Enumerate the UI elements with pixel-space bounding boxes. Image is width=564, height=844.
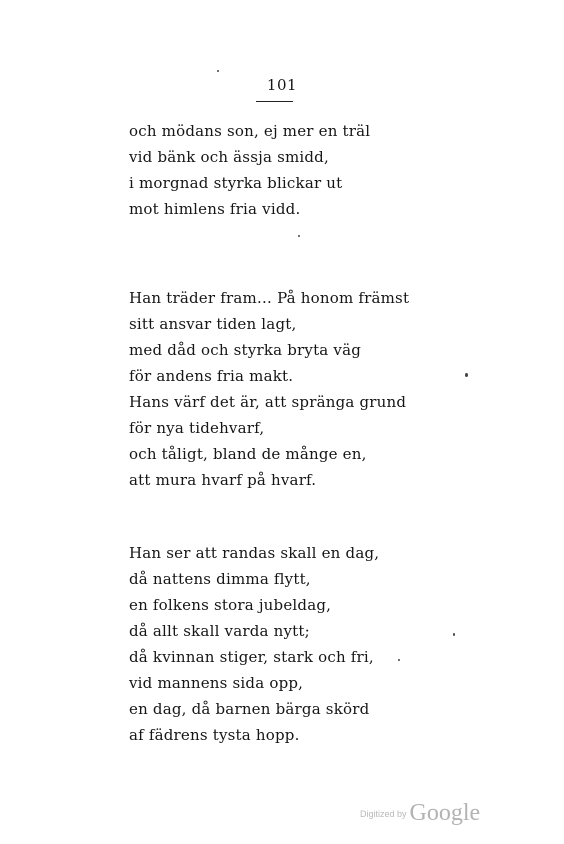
- poem-line: Hans värf det är, att spränga grund: [129, 393, 407, 411]
- page-number-rule: [256, 101, 293, 102]
- poem-line: vid bänk och ässja smidd,: [129, 148, 329, 166]
- poem-line: att mura hvarf på hvarf.: [129, 471, 317, 489]
- poem-line: med dåd och styrka bryta väg: [129, 341, 362, 359]
- poem-line: en folkens stora jubeldag,: [129, 596, 332, 614]
- poem-line: för nya tidehvarf,: [129, 419, 265, 437]
- print-speck: [298, 235, 300, 237]
- poem-line: Han träder fram… På honom främst: [129, 289, 410, 307]
- print-speck: [465, 373, 468, 377]
- watermark-prefix: Digitized by: [360, 809, 407, 819]
- poem-line: vid mannens sida opp,: [129, 674, 304, 692]
- poem-line: då kvinnan stiger, stark och fri,: [129, 648, 374, 666]
- poem-line: för andens fria makt.: [129, 367, 294, 385]
- print-speck: [217, 70, 219, 72]
- digitized-by-watermark: [360, 800, 480, 827]
- poem-line: sitt ansvar tiden lagt,: [129, 315, 297, 333]
- poem-line: och tåligt, bland de månge en,: [129, 445, 367, 463]
- google-logo: Google: [409, 800, 481, 826]
- poem-line: Han ser att randas skall en dag,: [129, 544, 380, 562]
- poem-line: af fädrens tysta hopp.: [129, 726, 300, 744]
- print-speck: [453, 633, 455, 636]
- stanza-3: [129, 540, 379, 748]
- print-speck: [398, 659, 400, 661]
- poem-line: då allt skall varda nytt;: [129, 622, 310, 640]
- poem-line: mot himlens fria vidd.: [129, 200, 301, 218]
- poem-line: och mödans son, ej mer en träl: [129, 122, 371, 140]
- poem-line: då nattens dimma flytt,: [129, 570, 311, 588]
- stanza-2: [129, 285, 409, 493]
- poem-line: en dag, då barnen bärga skörd: [129, 700, 370, 718]
- stanza-1: [129, 118, 370, 222]
- page-number: 101: [266, 76, 298, 94]
- poem-line: i morgnad styrka blickar ut: [129, 174, 343, 192]
